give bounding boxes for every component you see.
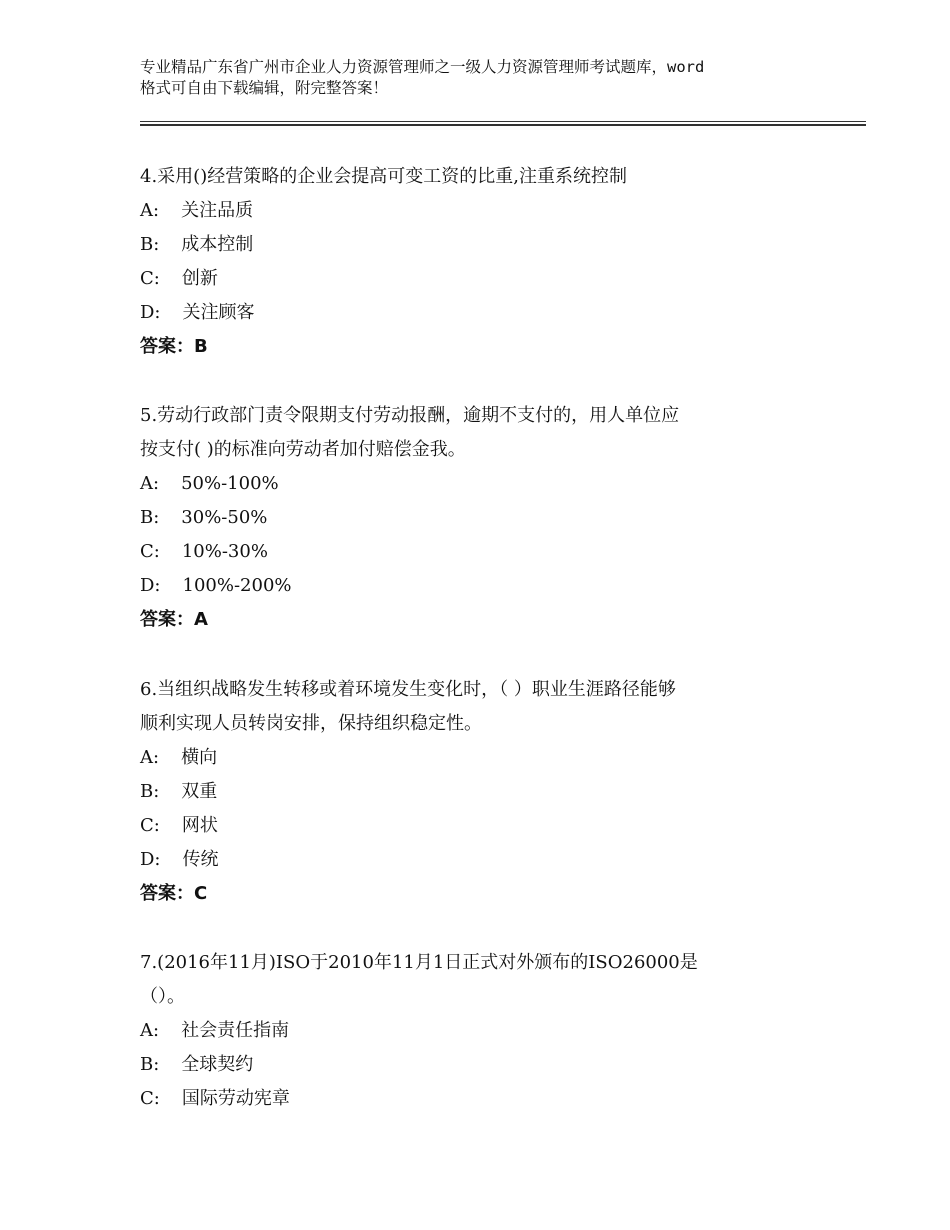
option-c [140,809,840,843]
option-c [140,262,840,296]
option-letter: A: [140,473,160,494]
option-d [140,843,840,877]
option-letter: C: [140,1088,160,1109]
document-header [140,57,820,99]
option-letter: B: [140,781,160,802]
option-text: 横向 [181,747,218,768]
option-text: 100%-200% [182,575,292,596]
option-b [140,775,840,809]
option-d [140,569,840,603]
question-text-line-1: 5.劳动行政部门责令限期支付劳动报酬，逾期不支付的，用人单位应 [140,405,680,426]
option-a [140,194,840,228]
option-letter: C: [140,268,160,289]
option-letter: D: [140,849,161,870]
answer: 答案：A [140,609,208,630]
option-letter: D: [140,575,161,596]
option-text: 国际劳动宪章 [181,1088,290,1109]
question-4 [140,160,840,364]
option-b [140,501,840,535]
option-text: 创新 [181,268,218,289]
option-text: 50%-100% [181,473,279,494]
option-c [140,535,840,569]
option-text: 成本控制 [181,234,254,255]
option-text: 关注品质 [181,200,254,221]
option-a [140,1014,840,1048]
option-b [140,1048,840,1082]
option-letter: C: [140,815,160,836]
option-letter: A: [140,200,160,221]
answer: 答案：C [140,883,208,904]
option-b [140,228,840,262]
header-divider-thin [140,121,866,122]
header-line-1: 专业精品广东省广州市企业人力资源管理师之一级人力资源管理师考试题库，word [140,58,705,76]
option-letter: B: [140,507,160,528]
question-5 [140,399,840,637]
question-text-line-2: 顺利实现人员转岗安排，保持组织稳定性。 [140,713,482,734]
option-text: 全球契约 [181,1054,254,1075]
option-text: 30%-50% [181,507,268,528]
option-letter: D: [140,302,161,323]
option-text: 10%-30% [181,541,268,562]
option-letter: B: [140,234,160,255]
option-letter: A: [140,1020,160,1041]
question-text-line-2: 按支付( )的标准向劳动者加付赔偿金我。 [140,439,466,460]
option-letter: C: [140,541,160,562]
option-text: 社会责任指南 [181,1020,290,1041]
option-a [140,467,840,501]
option-a [140,741,840,775]
option-text: 传统 [182,849,219,870]
option-text: 网状 [181,815,218,836]
answer: 答案：B [140,336,208,357]
option-c [140,1082,840,1116]
option-text: 关注顾客 [182,302,255,323]
question-text-line-1: 6.当组织战略发生转移或着环境发生变化时，（ ）职业生涯路径能够 [140,679,676,700]
header-line-2: 格式可自由下载编辑，附完整答案！ [140,79,389,97]
question-6 [140,673,840,911]
question-text: 4.采用()经营策略的企业会提高可变工资的比重,注重系统控制 [140,166,627,187]
question-text-line-1: 7.(2016年11月)ISO于2010年11月1日正式对外颁布的ISO26000是 [140,952,698,973]
question-7 [140,946,840,1116]
option-d [140,296,840,330]
option-text: 双重 [181,781,218,802]
option-letter: B: [140,1054,160,1075]
question-text-line-2: （）。 [140,986,185,1007]
header-divider-thick [140,124,866,126]
option-letter: A: [140,747,160,768]
